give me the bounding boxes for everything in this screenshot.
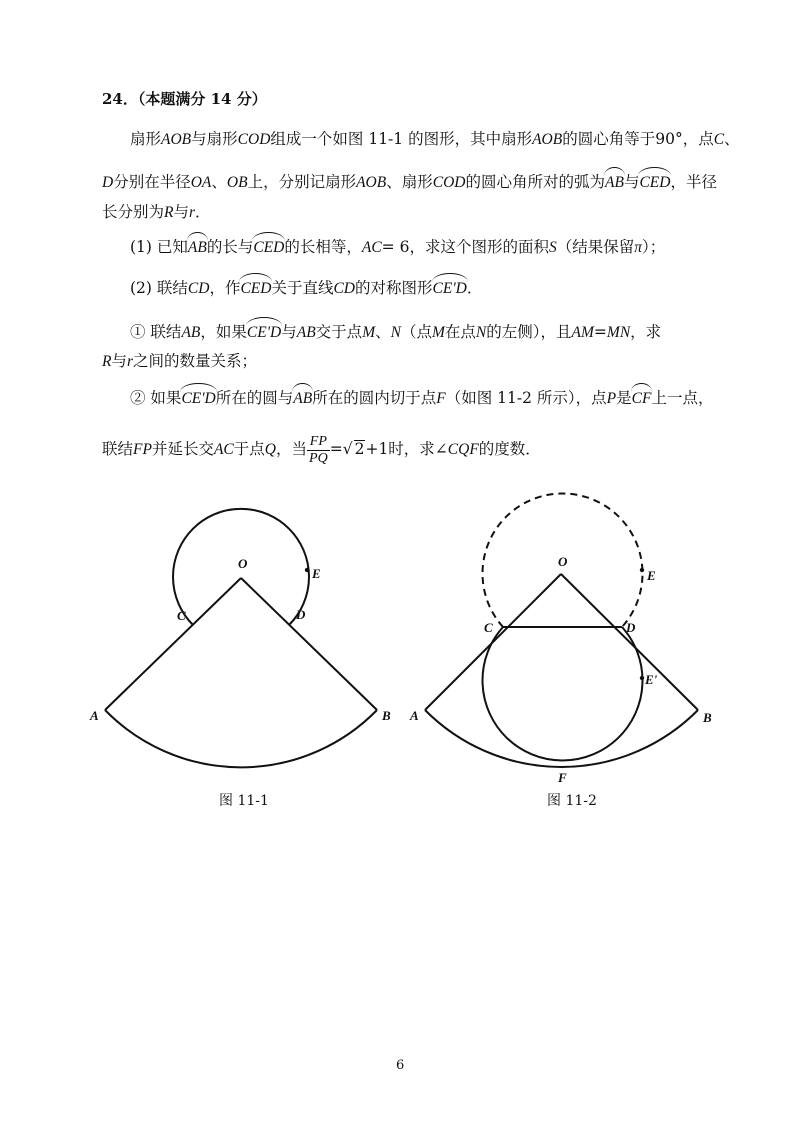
sub-part-1-cont: R与r之间的数量关系； [102,352,258,370]
arc-ab-curve [105,710,377,767]
figure-11-1 [105,509,377,767]
arc-cf: CF [632,386,652,410]
fraction-fp-pq: $\frac{FP}{PQ}$ [309,433,328,466]
problem-line-1: 扇形AOB与扇形COD组成一个如图 11-1 的图形，其中扇形AOB的圆心角等于90°，点C、 [130,130,740,148]
label-e: E [647,568,656,583]
label-a: A [410,708,419,723]
sub-part-2: ② 如果CE'D所在的圆与AB所在的圆内切于点F（如图 11-2 所示），点P是CF上一点， [130,386,713,410]
arc-ab: AB [293,386,312,410]
label-c: C [484,620,493,635]
arc-ced: CED [240,276,271,300]
figure-11-2 [425,494,698,767]
arc-ced: CED [253,235,284,259]
sector-aob-radius-oa [105,578,241,710]
label-o: O [238,556,248,571]
problem-line-2: D分别在半径OA、OB上，分别记扇形AOB、扇形COD的圆心角所对的弧为AB与CED，半径 [102,170,717,194]
arc-ced: CED [639,170,670,194]
sub-question-1: (1) 已知AB的长与CED的长相等，AC= 6，求这个图形的面积S（结果保留π）； [130,235,665,259]
sub-question-2: (2) 联结CD，作CED关于直线CD的对称图形CE'D． [130,276,482,300]
arc-ce-prime-d: CE'D [181,386,215,410]
page-number: 6 [396,1058,405,1073]
sector-aob-radius-ob [241,578,377,710]
radicand: 2 [354,440,365,458]
label-b: B [382,708,391,723]
arc-ce-prime-d: CE'D [433,276,467,300]
label-e: E [312,566,321,581]
point-e-prime-dot [640,676,644,680]
arc-ab-curve [425,710,698,767]
label-d: D [296,607,306,622]
problem-line-3: 长分别为R与r． [102,203,211,221]
sub-part-2-cont: 联结FP并延长交AC于点Q，当 $\frac{FP}{PQ}$ =√ 2+1时，求∠CQF的度数． [102,433,541,466]
sector-aob-radius-ob [561,574,698,710]
label-f: F [558,770,567,785]
arc-ce-prime-d: CE'D [247,320,281,344]
point-e-dot [640,568,644,572]
label-d: D [626,620,636,635]
sub-part-1: ① 联结AB，如果CE'D与AB交于点M、N（点M在点N的左侧），且AM=MN，求 [130,320,661,344]
label-e-prime: E' [645,672,658,687]
figure-11-2-caption: 图 11-2 [547,793,597,809]
label-a: A [90,708,99,723]
figure-11-1-caption: 图 11-1 [219,793,269,809]
label-b: B [703,710,712,725]
arc-ce-prime-d-curve [483,627,643,760]
point-e-dot [305,568,309,572]
label-c: C [177,608,186,623]
arc-ab: AB [605,170,624,194]
question-title: 24．（本题满分 14 分） [102,90,267,108]
label-o: O [558,554,568,569]
arc-ab: AB [188,235,207,259]
